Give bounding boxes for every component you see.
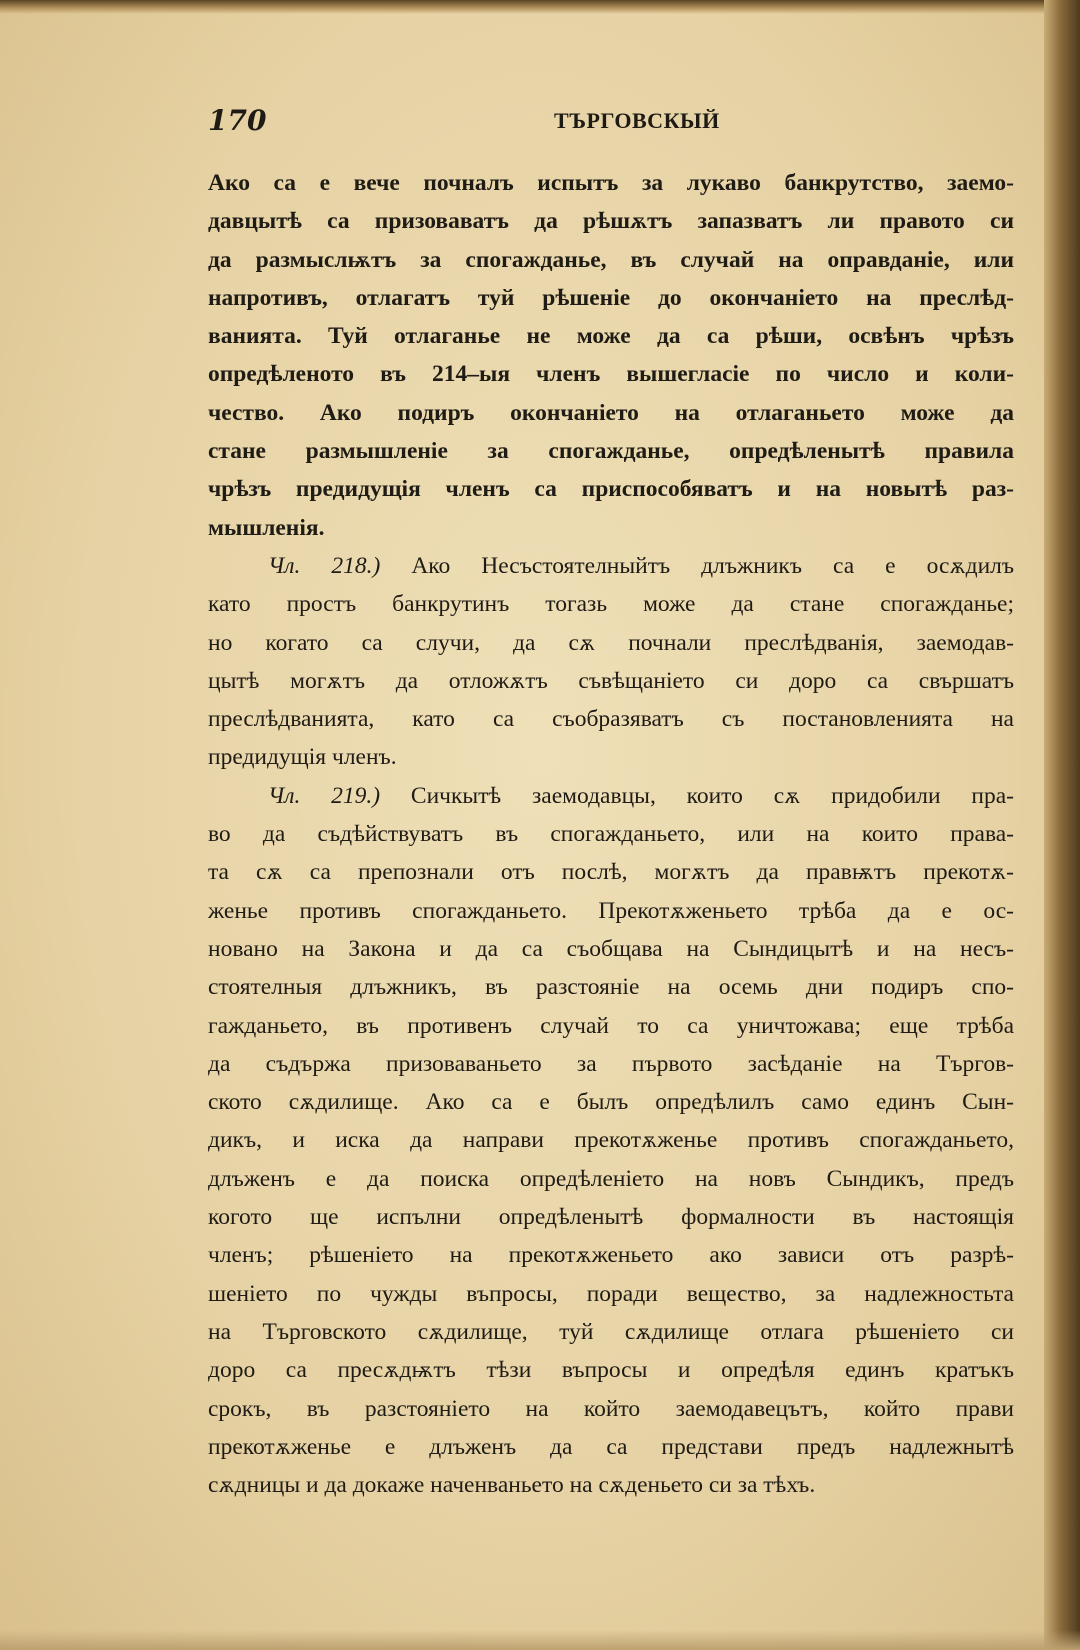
text-line: женье противъ спогажданьето. Прекотѫженьето трѣба да е ос- xyxy=(208,897,1014,924)
text-line: стоятелныя длъжникъ, въ разстояніе на осемь дни подиръ спо- xyxy=(208,974,1014,1001)
page-top-edge xyxy=(0,0,1080,14)
text-line: прекотѫженье е длъженъ да са представи предъ надлежнытѣ xyxy=(208,1433,1014,1460)
text-line: да размыслѭтъ за спогажданье, въ случай на оправданіе, или xyxy=(208,246,1014,273)
text-line: членъ; рѣшеніето на прекотѫженьето ако зависи отъ разрѣ- xyxy=(208,1242,1014,1269)
text-line: стане размышленіе за спогажданье, опредѣленытѣ правила xyxy=(208,438,1014,465)
text-line: опредѣленото въ 214–ыя членъ вышегласіе по число и коли- xyxy=(208,361,1014,388)
page-bottom-edge xyxy=(0,1630,1080,1650)
text-line: но когато са случи, да сѫ почнали преслѣдванія, заемодав- xyxy=(208,629,1014,656)
text-line: во да съдѣйствуватъ въ спогажданьето, или на които права- xyxy=(208,821,1014,848)
text-line: ското сѫдилище. Ако са е былъ опредѣлилъ само единъ Сын- xyxy=(208,1089,1014,1116)
body-text xyxy=(208,164,1014,1504)
text-line-first xyxy=(208,777,1014,815)
article-number: Чл. 218.) xyxy=(268,552,381,579)
text-line: цытѣ могѫтъ да отложѫтъ съвѣщаніето си доро са свършатъ xyxy=(208,667,1014,694)
text-line: чество. Ако подиръ окончаніето на отлаганьето може да xyxy=(208,399,1014,426)
text-line: Ако са е вече почналъ испытъ за лукаво банкрутство, заемо- xyxy=(208,170,1014,196)
text-line: на Търговското сѫдилище, туй сѫдилище отлага рѣшеніето си xyxy=(208,1318,1014,1345)
text-line: като простъ банкрутинъ тогазь може да стане спогажданье; xyxy=(208,591,1014,618)
text-line: да съдържа призоваваньето за първото засѣданіе на Търгов- xyxy=(208,1050,1014,1077)
text-fragment: Сичкытѣ заемодавцы, които сѫ придобили пра- xyxy=(410,782,1014,809)
page-number: 170 xyxy=(208,104,267,137)
running-head xyxy=(208,104,1028,144)
text-line: дикъ, и иска да направи прекотѫженье противъ спогажданьето, xyxy=(208,1127,1014,1154)
text-line: преслѣдванията, като са съобразяватъ съ постановленията на xyxy=(208,706,1014,733)
text-line: напротивъ, отлагатъ туй рѣшеніе до окончаніето на преслѣд- xyxy=(208,284,1014,311)
text-line: срокъ, въ разстояніето на който заемодавецътъ, който прави xyxy=(208,1395,1014,1422)
page-right-edge xyxy=(1044,0,1080,1650)
text-line-first xyxy=(208,547,1014,585)
text-line: доро са пресѫдѭтъ тѣзи въпросы и опредѣля единъ кратъкъ xyxy=(208,1357,1014,1384)
text-line: та сѫ са препознали отъ послѣ, могѫтъ да правѭтъ прекотѫ- xyxy=(208,859,1014,886)
text-line: длъженъ е да поиска опредѣленіето на новъ Сындикъ, предъ xyxy=(208,1165,1014,1192)
paragraph xyxy=(208,164,1014,547)
text-line: новано на Закона и да са съобщава на Сындицытѣ и на несъ- xyxy=(208,935,1014,962)
running-title: ТЪРГОВСКЫЙ xyxy=(554,108,720,133)
text-line: чрѣзъ предидущія членъ са приспособяватъ и на новытѣ раз- xyxy=(208,476,1014,503)
article-218-paragraph xyxy=(208,547,1014,777)
text-line: мышленія. xyxy=(208,514,325,541)
text-line: ванията. Туй отлаганье не може да са рѣши, освѣнъ чрѣзъ xyxy=(208,323,1014,350)
text-line: давцытѣ са призоваватъ да рѣшѫтъ запазватъ ли правото си xyxy=(208,208,1014,235)
text-line: предидущія членъ. xyxy=(208,744,397,771)
text-line: сѫдницы и да докаже наченваньето на сѫденьето си за тѣхъ. xyxy=(208,1472,816,1499)
article-219-paragraph xyxy=(208,777,1014,1505)
text-fragment: Ако Несъстоятелныйтъ длъжникъ са е осѫдилъ xyxy=(411,552,1014,579)
text-line: гажданьето, въ противенъ случай то са уничтожава; еще трѣба xyxy=(208,1012,1014,1039)
text-line: когото ще испълни опредѣленытѣ формалности въ настоящія xyxy=(208,1204,1014,1231)
text-line: шеніето по чужды въпросы, поради вещество, за надлежностьта xyxy=(208,1280,1014,1307)
article-number: Чл. 219.) xyxy=(268,782,381,809)
